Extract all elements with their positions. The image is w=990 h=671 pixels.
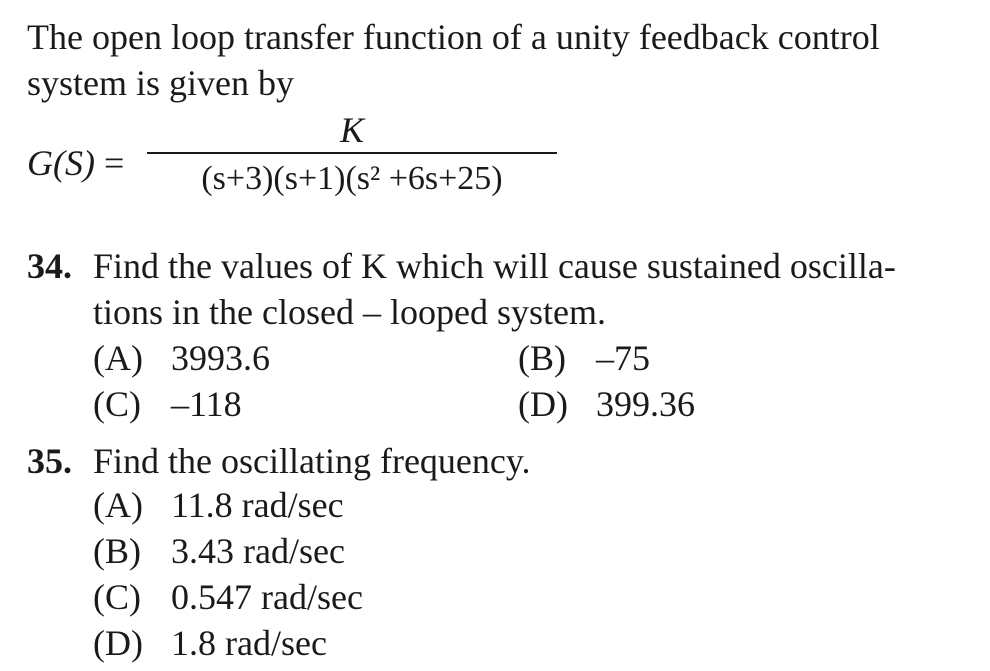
option-value: 399.36 [596, 384, 695, 424]
option-34-a [93, 335, 518, 381]
option-letter: (D) [518, 384, 568, 424]
option-value: –118 [171, 384, 242, 424]
option-35-c [93, 574, 943, 620]
formula-numerator: K [339, 110, 364, 150]
question-34-number: 34. [27, 246, 72, 286]
option-value: 3993.6 [171, 338, 270, 378]
question-35-number: 35. [27, 441, 72, 481]
question-35-options [93, 482, 943, 666]
formula-equals: = [103, 143, 125, 183]
option-letter: (D) [93, 623, 143, 663]
intro-line-1: The open loop transfer function of a unity feedback control [27, 17, 880, 57]
option-35-d [93, 620, 943, 666]
options-row [93, 381, 943, 427]
formula-fraction [147, 110, 557, 204]
option-34-d [518, 381, 943, 427]
option-value: 11.8 rad/sec [171, 485, 344, 525]
option-value: 0.547 rad/sec [171, 577, 363, 617]
option-value: 1.8 rad/sec [171, 623, 327, 663]
formula-lhs-text: G(S) [27, 143, 95, 183]
question-34-options [93, 335, 943, 427]
option-value: –75 [596, 338, 650, 378]
intro-line-2: system is given by [27, 63, 294, 103]
question-34 [27, 243, 967, 335]
option-letter: (B) [93, 531, 141, 571]
option-34-b [518, 335, 943, 381]
formula-lhs [27, 140, 124, 186]
question-34-text-line-2: tions in the closed – looped system. [93, 292, 606, 332]
option-letter: (A) [93, 485, 143, 525]
option-35-a [93, 482, 943, 528]
option-letter: (C) [93, 577, 141, 617]
intro-paragraph [27, 14, 957, 106]
question-34-text-line-1: Find the values of K which will cause sustained oscilla- [93, 246, 896, 286]
option-letter: (A) [93, 338, 143, 378]
transfer-function-formula [27, 110, 627, 220]
option-35-b [93, 528, 943, 574]
option-value: 3.43 rad/sec [171, 531, 345, 571]
option-letter: (B) [518, 338, 566, 378]
options-row [93, 335, 943, 381]
option-letter: (C) [93, 384, 141, 424]
formula-denominator: (s+3)(s+1)(s² +6s+25) [201, 160, 503, 197]
question-35-text-line-1: Find the oscillating frequency. [93, 441, 531, 481]
question-35 [27, 438, 967, 484]
option-34-c [93, 381, 518, 427]
